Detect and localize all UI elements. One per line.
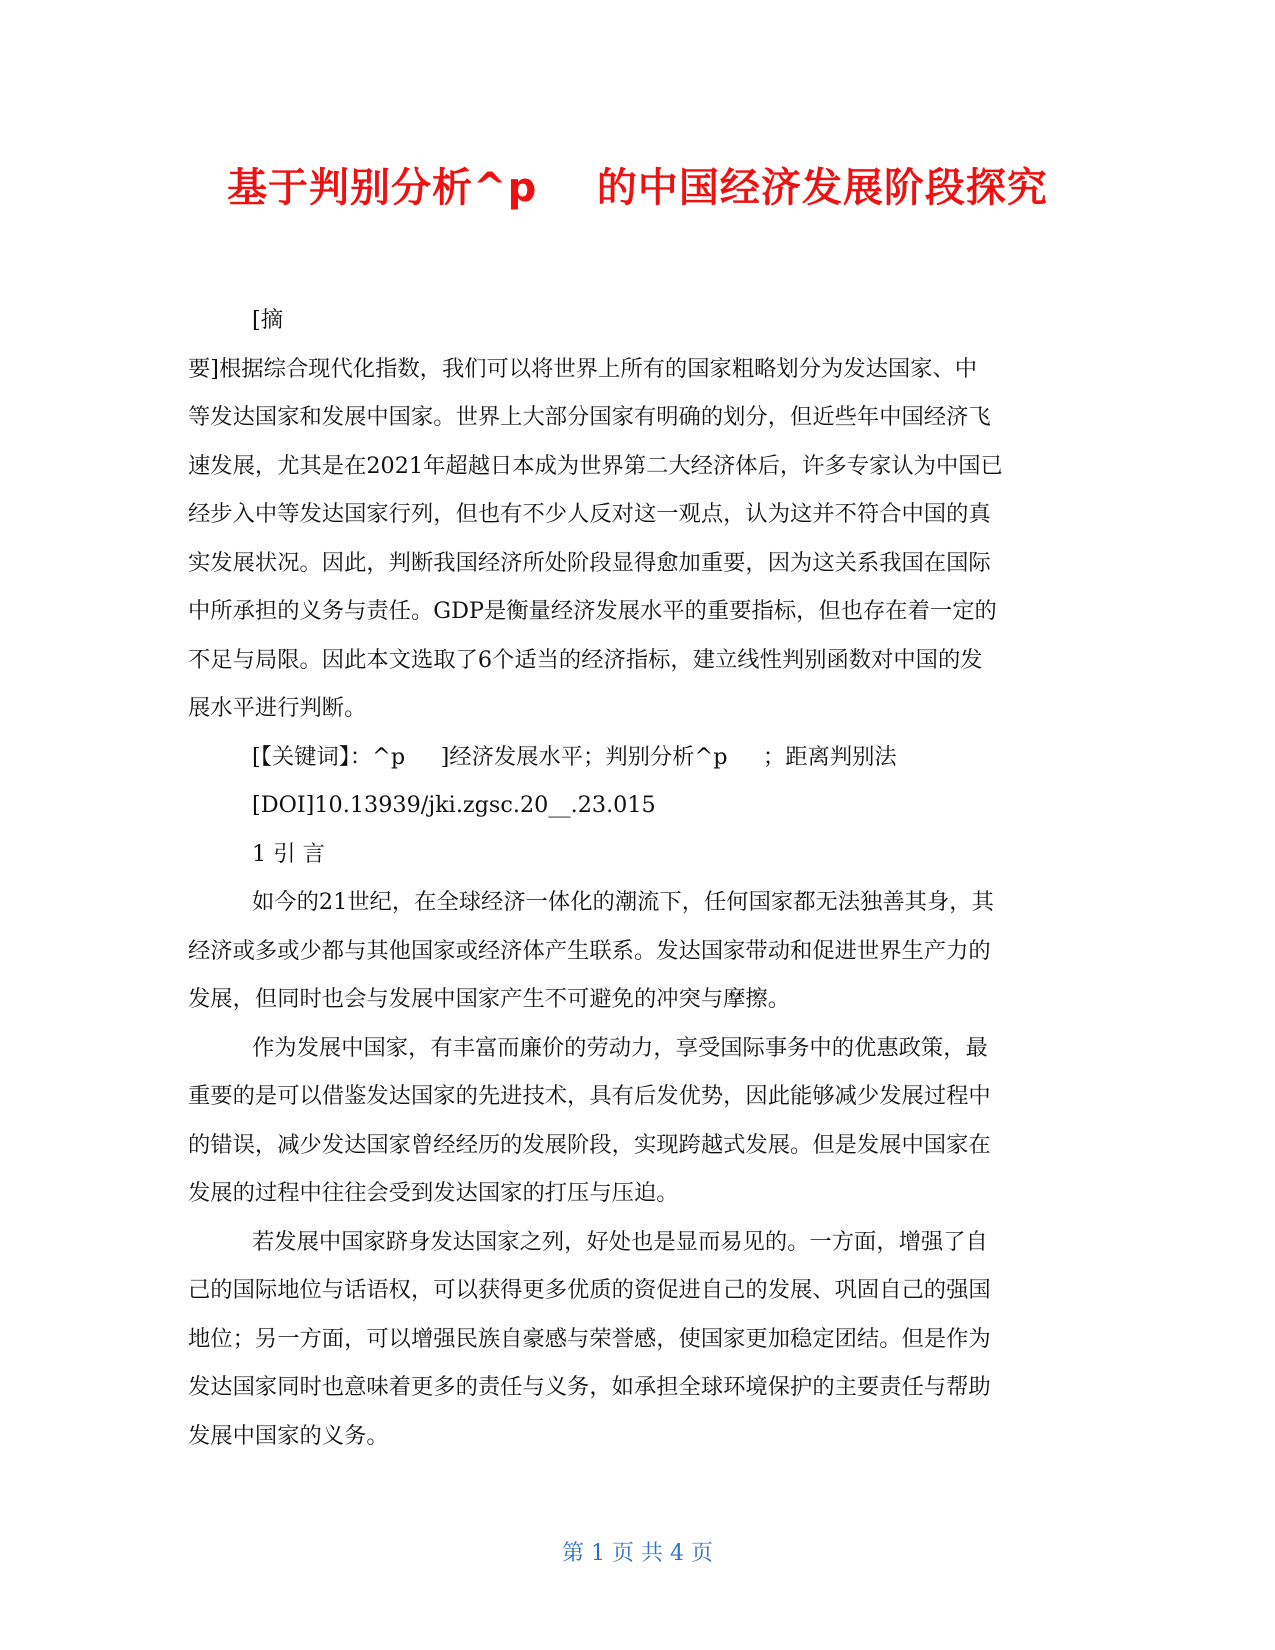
page-number-footer: 第 1 页 共 4 页 bbox=[562, 1541, 713, 1566]
paragraph-line: 若发展中国家跻身发达国家之列，好处也是显而易见的。一方面，增强了自 bbox=[252, 1228, 988, 1255]
paragraph-line: 如今的21世纪，在全球经济一体化的潮流下，任何国家都无法独善其身，其 bbox=[252, 889, 994, 915]
paragraph-line: 发达国家同时也意味着更多的责任与义务，如承担全球环境保护的主要责任与帮助 bbox=[188, 1374, 991, 1400]
keywords-line: [【关键词】：^p ]经济发展水平；判别分析^p ；距离判别法 bbox=[252, 743, 897, 770]
abstract-line: 中所承担的义务与责任。GDP是衡量经济发展水平的重要指标，但也存在着一定的 bbox=[188, 598, 997, 624]
paragraph-3 bbox=[188, 1218, 1088, 1461]
paragraph-2 bbox=[188, 1024, 1088, 1218]
abstract-line: 展水平进行判断。 bbox=[188, 695, 367, 721]
paragraph-line: 的错误，减少发达国家曾经经历的发展阶段，实现跨越式发展。但是发展中国家在 bbox=[188, 1131, 991, 1158]
paragraph-line: 作为发展中国家，有丰富而廉价的劳动力，享受国际事务中的优惠政策，最 bbox=[252, 1034, 988, 1061]
doi-line: [DOI]10.13939/jki.zgsc.20__.23.015 bbox=[252, 792, 656, 818]
paragraph-line: 发展的过程中往往会受到发达国家的打压与压迫。 bbox=[188, 1180, 679, 1206]
abstract bbox=[188, 296, 1088, 733]
abstract-line: [摘 bbox=[252, 307, 283, 333]
abstract-line: 经步入中等发达国家行列，但也有不少人反对这一观点，认为这并不符合中国的真 bbox=[188, 501, 991, 527]
paragraph-line: 经济或多或少都与其他国家或经济体产生联系。发达国家带动和促进世界生产力的 bbox=[188, 937, 991, 964]
abstract-line: 速发展，尤其是在2021年超越日本成为世界第二大经济体后，许多专家认为中国已 bbox=[188, 452, 1003, 479]
abstract-line: 不足与局限。因此本文选取了6个适当的经济指标，建立线性判别函数对中国的发 bbox=[188, 646, 983, 673]
abstract-line: 要]根据综合现代化指数，我们可以将世界上所有的国家粗略划分为发达国家、中 bbox=[188, 355, 978, 382]
document-body bbox=[188, 296, 1088, 1460]
paragraph-line: 己的国际地位与话语权，可以获得更多优质的资促进自己的发展、巩固自己的强国 bbox=[188, 1277, 991, 1303]
paragraph-1 bbox=[188, 878, 1088, 1024]
section-heading: 1 引 言 bbox=[252, 840, 325, 867]
abstract-line: 等发达国家和发展中国家。世界上大部分国家有明确的划分，但近些年中国经济飞 bbox=[188, 404, 991, 430]
paragraph-line: 发展，但同时也会与发展中国家产生不可避免的冲突与摩擦。 bbox=[188, 986, 791, 1012]
document-title: 基于判别分析^p 的中国经济发展阶段探究 bbox=[227, 165, 1048, 211]
abstract-line: 实发展状况。因此，判断我国经济所处阶段显得愈加重要，因为这关系我国在国际 bbox=[188, 549, 991, 576]
paragraph-line: 发展中国家的义务。 bbox=[188, 1422, 389, 1449]
paragraph-line: 地位；另一方面，可以增强民族自豪感与荣誉感，使国家更加稳定团结。但是作为 bbox=[188, 1325, 991, 1352]
paragraph-line: 重要的是可以借鉴发达国家的先进技术，具有后发优势，因此能够减少发展过程中 bbox=[188, 1083, 991, 1109]
